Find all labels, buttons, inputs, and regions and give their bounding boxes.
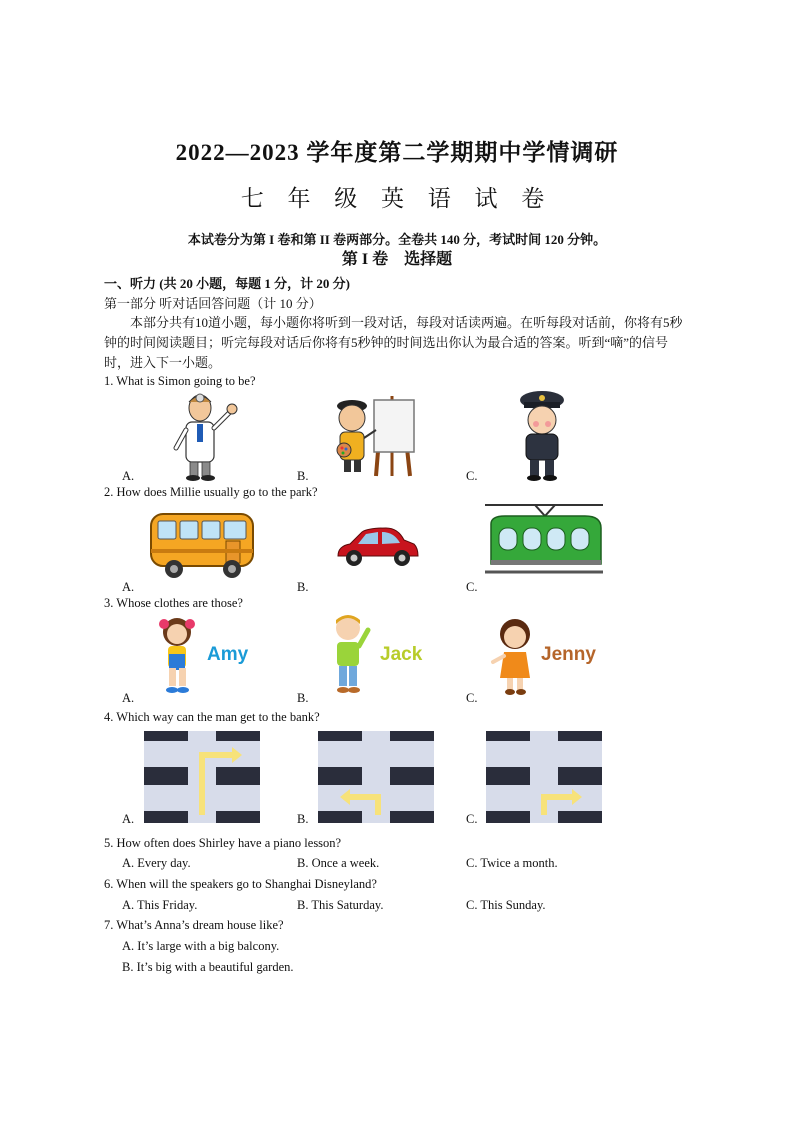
q6-option-b: B. This Saturday. (297, 898, 384, 912)
tram-icon (485, 502, 603, 578)
policeman-icon (514, 388, 574, 482)
part1-heading: 第一部分 听对话回答问题（计 10 分） (104, 296, 322, 311)
boy-jack-icon (328, 612, 374, 698)
q2-option-a-label: A. (122, 580, 135, 594)
name-jenny-text: Jenny (541, 644, 596, 665)
q4-option-b-label: B. (297, 812, 309, 826)
turn-right-map-icon (144, 731, 260, 823)
volume-title-number: 第 I 卷 (341, 251, 389, 268)
painter-icon (330, 392, 420, 478)
q6-option-a: A. This Friday. (122, 898, 198, 912)
name-amy-text: Amy (207, 644, 249, 665)
q5-option-c: C. Twice a month. (466, 856, 558, 870)
name-jenny (541, 644, 596, 666)
bus-icon (148, 511, 256, 581)
turn-left-map-icon (318, 731, 434, 823)
exam-subtitle: 七 年 级 英 语 试 卷 (240, 186, 554, 211)
q1-option-b-label: B. (297, 469, 309, 483)
listening-instructions: 本部分共有10道小题，每小题你将听到一段对话，每段对话读两遍。在听每段对话前，你将有5秒钟的时间阅读题目；听完每段对话后你将有5秒钟的时间选出你认为最合适的答案。听到“嘀”的信号时，进入下一小题。 (104, 315, 683, 370)
exam-title: 2022—2023 学年度第二学期期中学情调研 (175, 140, 619, 165)
q6-option-c: C. This Sunday. (466, 898, 546, 912)
q4-option-c-label: C. (466, 812, 478, 826)
q7-option-a: A. It’s large with a big balcony. (122, 939, 280, 953)
q3-option-b-label: B. (297, 691, 309, 705)
q2-option-c-label: C. (466, 580, 478, 594)
q1-option-a-label: A. (122, 469, 135, 483)
doctor-icon (168, 390, 244, 482)
q3-option-c-label: C. (466, 691, 478, 705)
q4-option-a-label: A. (122, 812, 135, 826)
listening-heading: 一、听力 (共 20 小题，每题 1 分，计 20 分) (104, 276, 350, 291)
question-7: 7. What’s Anna’s dream house like? (104, 918, 284, 932)
question-5: 5. How often does Shirley have a piano lesson? (104, 836, 342, 850)
q7-option-b: B. It’s big with a beautiful garden. (122, 960, 294, 974)
turn-right-corner-map-icon (486, 731, 602, 823)
q3-option-a-label: A. (122, 691, 135, 705)
question-1: 1. What is Simon going to be? (104, 374, 256, 388)
car-icon (334, 526, 420, 570)
q2-option-b-label: B. (297, 580, 309, 594)
q5-option-a: A. Every day. (122, 856, 191, 870)
name-amy (207, 644, 248, 666)
volume-title (0, 246, 794, 269)
q1-option-c-label: C. (466, 469, 478, 483)
q5-option-b: B. Once a week. (297, 856, 380, 870)
question-2: 2. How does Millie usually go to the park? (104, 485, 318, 499)
question-6: 6. When will the speakers go to Shanghai Disneyland? (104, 877, 377, 891)
girl-jenny-icon (490, 616, 538, 696)
exam-note: 本试卷分为第 I 卷和第 II 卷两部分。全卷共 140 分，考试时间 120 分钟。 (187, 232, 607, 247)
name-jack (380, 644, 422, 666)
question-3: 3. Whose clothes are those? (104, 596, 243, 610)
question-4: 4. Which way can the man get to the bank? (104, 710, 320, 724)
girl-amy-icon (156, 614, 198, 696)
volume-title-name: 选择题 (404, 251, 453, 268)
name-jack-text: Jack (380, 644, 423, 665)
